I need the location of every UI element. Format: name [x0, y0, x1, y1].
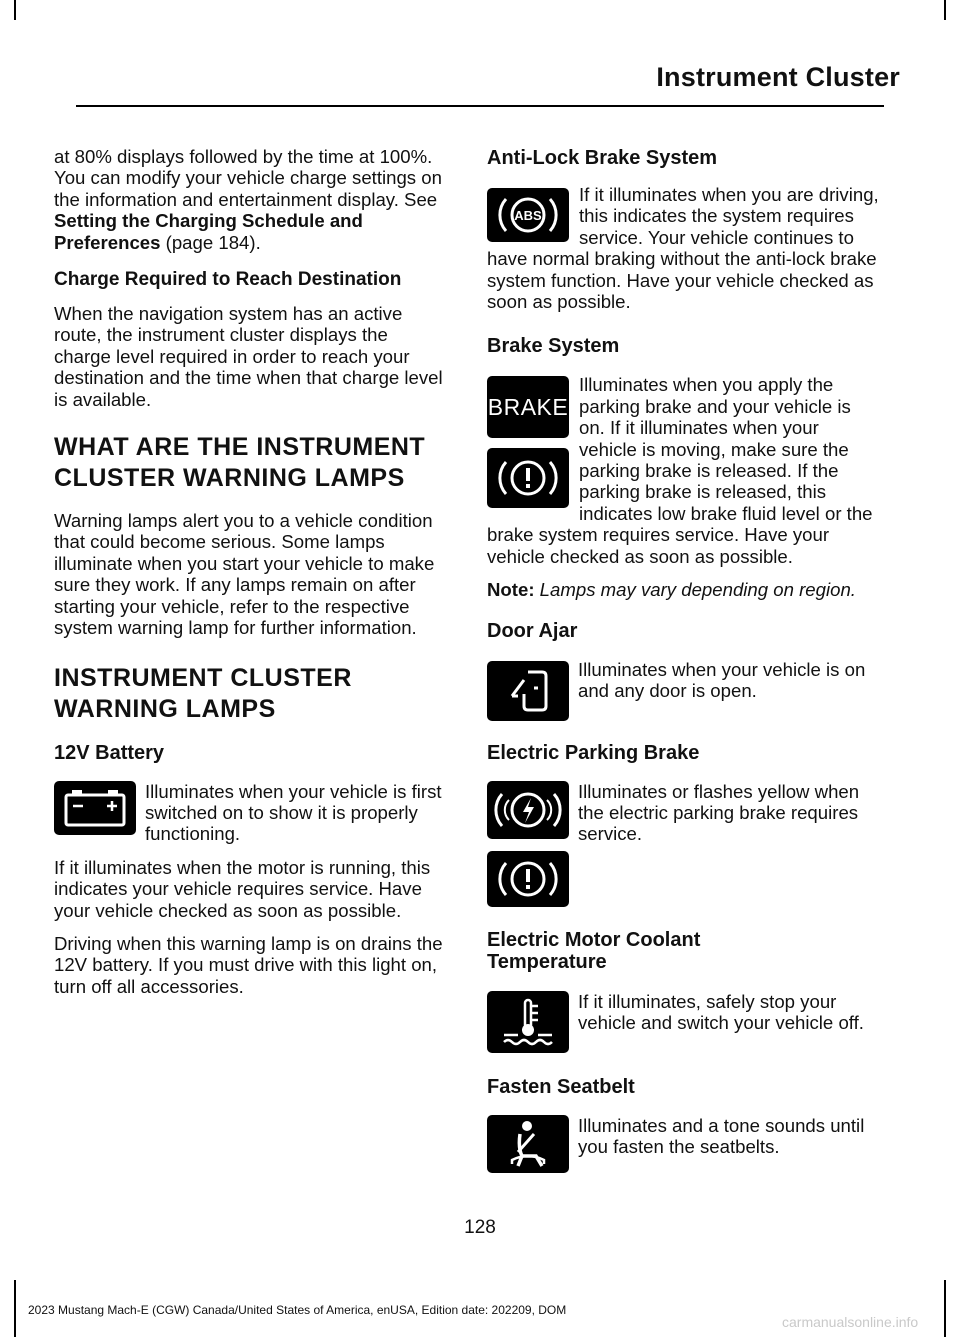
- brake-text: BRAKE Illuminates when you apply the parking brake and your vehicle is on. If it illuminates when your vehicle is moving, make sure the parking brake is released. If the parking brake is released, this indicates low brake fluid level or the brake system requires service. Have your vehicle checked as soon as possible.: [487, 374, 873, 567]
- battery-text-2: If it illuminates when the motor is running, this indicates your vehicle requires service. Have your vehicle checked as soon as possible.: [54, 856, 431, 921]
- watermark: carmanualsonline.info: [782, 1314, 919, 1330]
- brake-warning-icon: [487, 448, 569, 508]
- crop-mark-top-left: [14, 0, 16, 20]
- seatbelt-heading: Fasten Seatbelt: [487, 1075, 635, 1098]
- coolant-item: [487, 991, 879, 1057]
- abs-icon-label: ABS: [514, 208, 542, 223]
- heading-line: INSTRUMENT CLUSTER: [54, 663, 352, 692]
- left-column: [54, 146, 446, 1009]
- epb-heading: Electric Parking Brake: [487, 741, 700, 764]
- abs-heading: Anti-Lock Brake System: [487, 147, 718, 169]
- epb-service-icon: [487, 781, 569, 839]
- right-column: [487, 146, 879, 1169]
- intro-page-ref: (page 184).: [160, 231, 261, 253]
- brake-heading: Brake System: [487, 335, 620, 358]
- door-ajar-text: Illuminates when your vehicle is on and any door is open.: [578, 658, 866, 701]
- seatbelt-item: [487, 1115, 879, 1158]
- heading-line: CLUSTER WARNING LAMPS: [54, 464, 405, 493]
- battery-icon: [54, 781, 136, 835]
- crop-mark-bottom-right: [944, 1280, 946, 1337]
- brake-icon-label: BRAKE: [487, 393, 569, 420]
- abs-text-full: ABS If it illuminates when you are driving, this indicates the system requires service. Your vehicle continues to have normal braking without the anti-lock brake system function. Have your vehicle checked as soon as possible.: [487, 184, 879, 313]
- charge-required-heading: Charge Required to Reach Destination: [54, 269, 402, 291]
- heading-line: Electric Motor Coolant: [487, 928, 701, 951]
- crop-mark-top-right: [944, 0, 946, 20]
- heading-line: WHAT ARE THE INSTRUMENT: [54, 433, 426, 462]
- what-are-text: Warning lamps alert you to a vehicle condition that could become serious. Some lamps illuminate when you start your vehicle to make sure they work. If any lamps remain on after starting your vehicle, refer to the respective system warning lamp for further information.: [54, 510, 435, 639]
- cluster-warning-lamps-heading: [54, 663, 446, 725]
- epb-warning-icon: [487, 851, 569, 907]
- epb-item: [487, 781, 879, 933]
- battery-item: [54, 781, 446, 845]
- crop-mark-bottom-left: [14, 1280, 16, 1337]
- door-ajar-item: [487, 659, 879, 723]
- battery-text-3: Driving when this warning lamp is on drains the 12V battery. If you must drive with this light on, turn off all accessories.: [54, 932, 443, 997]
- coolant-text: If it illuminates, safely stop your vehicle and switch your vehicle off.: [578, 990, 864, 1033]
- heading-line: Temperature: [487, 950, 607, 973]
- coolant-temperature-icon: [487, 991, 569, 1053]
- epb-text: Illuminates or flashes yellow when the electric parking brake requires service.: [578, 780, 860, 845]
- heading-line: WARNING LAMPS: [54, 694, 276, 723]
- battery-heading: 12V Battery: [54, 741, 165, 764]
- seatbelt-text: Illuminates and a tone sounds until you fasten the seatbelts.: [578, 1114, 865, 1157]
- door-ajar-heading: Door Ajar: [487, 619, 578, 642]
- brake-icons: [487, 376, 569, 518]
- intro-paragraph: [54, 146, 446, 253]
- charge-required-text: When the navigation system has an active route, the instrument cluster displays the charge level required in order to reach your destination and the time when that charge level is available.: [54, 303, 443, 410]
- brake-note: [487, 579, 879, 600]
- note-label: Note:: [487, 579, 535, 601]
- seatbelt-icon: [487, 1115, 569, 1173]
- page-footer: 2023 Mustang Mach-E (CGW) Canada/United States of America, enUSA, Edition date: 202209, DOM: [28, 1303, 567, 1317]
- coolant-heading: [487, 929, 879, 973]
- door-ajar-icon: [487, 661, 569, 721]
- battery-text-1: Illuminates when your vehicle is first switched on to show it is properly functioning.: [145, 780, 442, 845]
- page-header-title: Instrument Cluster: [656, 62, 900, 92]
- what-are-warning-lamps-heading: [54, 432, 446, 494]
- abs-icon: [487, 188, 569, 242]
- charging-schedule-link[interactable]: Setting the Charging Schedule and Preferences: [54, 210, 363, 253]
- note-text: Lamps may vary depending on region.: [534, 579, 856, 601]
- brake-text-icon: [487, 376, 569, 438]
- intro-text: at 80% displays followed by the time at 100%. You can modify your vehicle charge settings on the information and entertainment display. See: [54, 146, 442, 210]
- page-number: 128: [464, 1217, 496, 1238]
- header-divider: [76, 105, 884, 107]
